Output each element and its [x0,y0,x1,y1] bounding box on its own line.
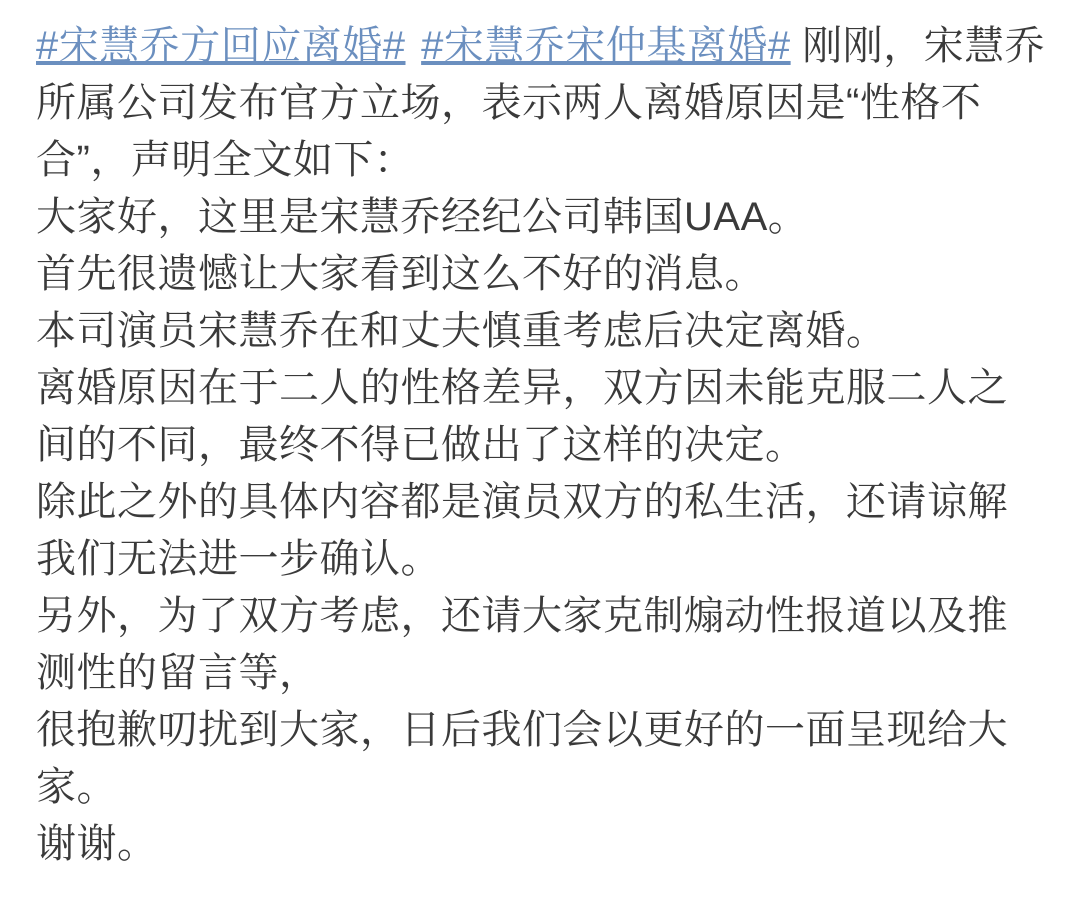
post-paragraph-8: 谢谢。 [36,822,158,866]
post-paragraph-2: 首先很遗憾让大家看到这么不好的消息。 [36,252,765,296]
post-text-body [36,18,1046,873]
post-paragraph-3: 本司演员宋慧乔在和丈夫慎重考虑后决定离婚。 [36,309,887,353]
post-lead-line [36,18,1046,189]
hashtag-link-1[interactable]: #宋慧乔方回应离婚# [36,24,406,68]
post-paragraph-1: 大家好，这里是宋慧乔经纪公司韩国UAA。 [36,195,809,239]
post-paragraph-4: 离婚原因在于二人的性格差异，双方因未能克服二人之间的不同，最终不得已做出了这样的决定。 [36,366,1008,467]
post-paragraph-7: 很抱歉叨扰到大家，日后我们会以更好的一面呈现给大家。 [36,708,1008,809]
post-paragraph-5: 除此之外的具体内容都是演员双方的私生活，还请谅解我们无法进一步确认。 [36,480,1008,581]
post-paragraph-6: 另外，为了双方考虑，还请大家克制煽动性报道以及推测性的留言等， [36,594,1008,695]
post-lead-text: 刚刚，宋慧乔所属公司发布官方立场，表示两人离婚原因是“性格不合”，声明全文如下： [36,24,1046,182]
hashtag-link-2[interactable]: #宋慧乔宋仲基离婚# [421,24,791,68]
